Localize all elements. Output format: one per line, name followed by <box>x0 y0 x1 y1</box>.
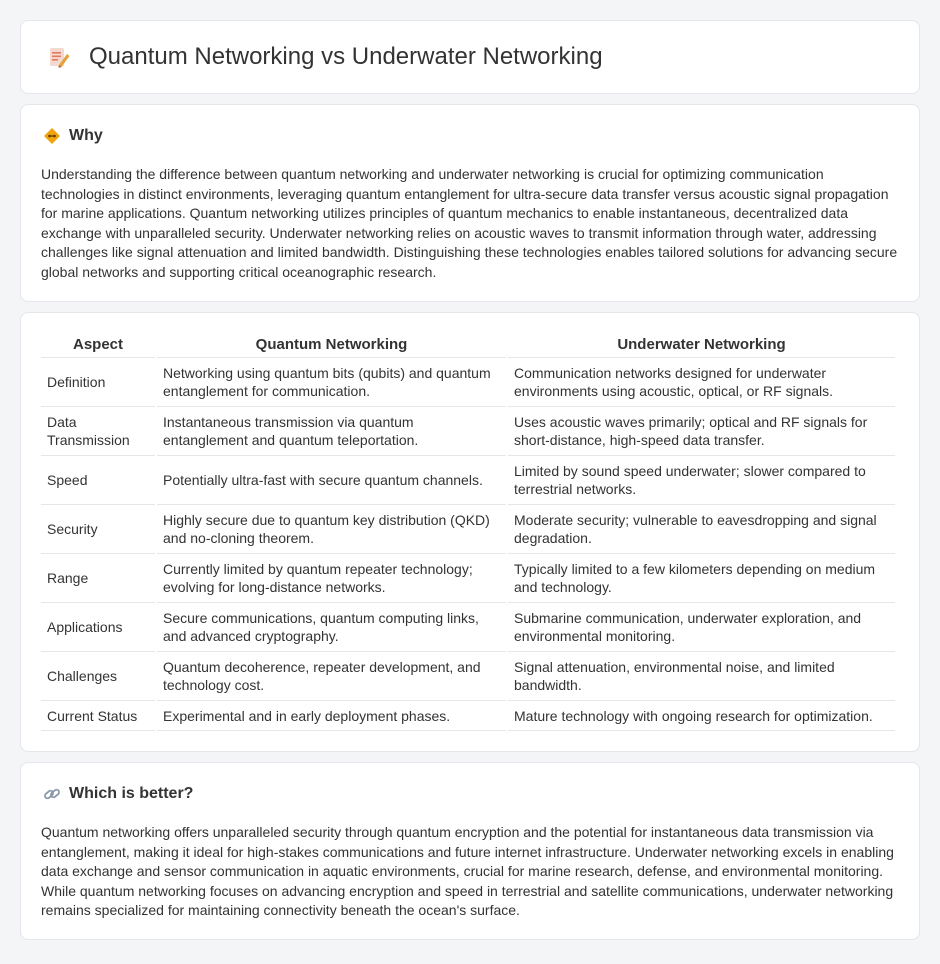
comparison-table-card <box>20 312 920 752</box>
quantum-cell: Secure communications, quantum computing links, and advanced cryptography. <box>157 603 506 652</box>
underwater-cell: Limited by sound speed underwater; slower compared to terrestrial networks. <box>508 456 895 505</box>
table-row <box>41 652 895 701</box>
why-heading: Why <box>69 127 103 144</box>
table-row <box>41 407 895 456</box>
column-header: Underwater Networking <box>508 331 895 358</box>
link-icon <box>43 785 61 803</box>
underwater-cell: Moderate security; vulnerable to eavesdropping and signal degradation. <box>508 505 895 554</box>
aspect-cell: Challenges <box>41 652 155 701</box>
quantum-cell: Networking using quantum bits (qubits) and quantum entanglement for communication. <box>157 358 506 407</box>
underwater-cell: Submarine communication, underwater exploration, and environmental monitoring. <box>508 603 895 652</box>
table-row <box>41 358 895 407</box>
quantum-cell: Currently limited by quantum repeater technology; evolving for long-distance networks. <box>157 554 506 603</box>
document-pencil-icon <box>47 45 71 69</box>
quantum-cell: Experimental and in early deployment phases. <box>157 701 506 731</box>
which-is-better-text: Quantum networking offers unparalleled security through quantum encryption and the potential for instantaneous data transmission via entanglement, making it ideal for high-stakes communications and future internet infrastructure. Underwater networking excels in enabling data exchange and sensor communication in aquatic environments, crucial for marine research, defense, and environmental monitoring. While quantum networking focuses on advancing encryption and speed in terrestrial and satellite communications, underwater networking remains specialized for maintaining connectivity beneath the ocean's surface. <box>41 824 894 918</box>
underwater-cell: Typically limited to a few kilometers depending on medium and technology. <box>508 554 895 603</box>
why-text: Understanding the difference between quantum networking and underwater networking is crucial for optimizing communication technologies in distinct environments, leveraging quantum entanglement for ultra-secure data transfer versus acoustic signal propagation for marine applications. Quantum networking utilizes principles of quantum mechanics to enable instantaneous, decentralized data exchange with unparalleled security. Underwater networking relies on acoustic waves to transmit information through water, addressing challenges like signal attenuation and limited bandwidth. Distinguishing these technologies enables tailored solutions for advancing secure global networks and supporting critical oceanographic research. <box>41 166 898 280</box>
quantum-cell: Potentially ultra-fast with secure quantum channels. <box>157 456 506 505</box>
which-is-better-heading: Which is better? <box>69 785 194 802</box>
aspect-cell: Security <box>41 505 155 554</box>
underwater-cell: Communication networks designed for underwater environments using acoustic, optical, or RF signals. <box>508 358 895 407</box>
aspect-cell: Range <box>41 554 155 603</box>
table-row <box>41 554 895 603</box>
aspect-cell: Definition <box>41 358 155 407</box>
table-row <box>41 505 895 554</box>
underwater-cell: Uses acoustic waves primarily; optical and RF signals for short-distance, high-speed data transfer. <box>508 407 895 456</box>
page-title: Quantum Networking vs Underwater Networking <box>89 43 603 70</box>
comparison-table <box>39 331 897 731</box>
underwater-cell: Signal attenuation, environmental noise, and limited bandwidth. <box>508 652 895 701</box>
column-header: Aspect <box>41 331 155 358</box>
table-row <box>41 701 895 731</box>
title-card <box>20 20 920 94</box>
aspect-cell: Applications <box>41 603 155 652</box>
table-row <box>41 603 895 652</box>
aspect-cell: Speed <box>41 456 155 505</box>
table-row <box>41 456 895 505</box>
quantum-cell: Quantum decoherence, repeater development, and technology cost. <box>157 652 506 701</box>
column-header: Quantum Networking <box>157 331 506 358</box>
which-is-better-section <box>20 762 920 940</box>
aspect-cell: Current Status <box>41 701 155 731</box>
quantum-cell: Instantaneous transmission via quantum entanglement and quantum teleportation. <box>157 407 506 456</box>
warning-sign-icon <box>43 127 61 145</box>
aspect-cell: Data Transmission <box>41 407 155 456</box>
table-header-row <box>41 331 895 358</box>
why-section <box>20 104 920 302</box>
underwater-cell: Mature technology with ongoing research for optimization. <box>508 701 895 731</box>
quantum-cell: Highly secure due to quantum key distribution (QKD) and no-cloning theorem. <box>157 505 506 554</box>
